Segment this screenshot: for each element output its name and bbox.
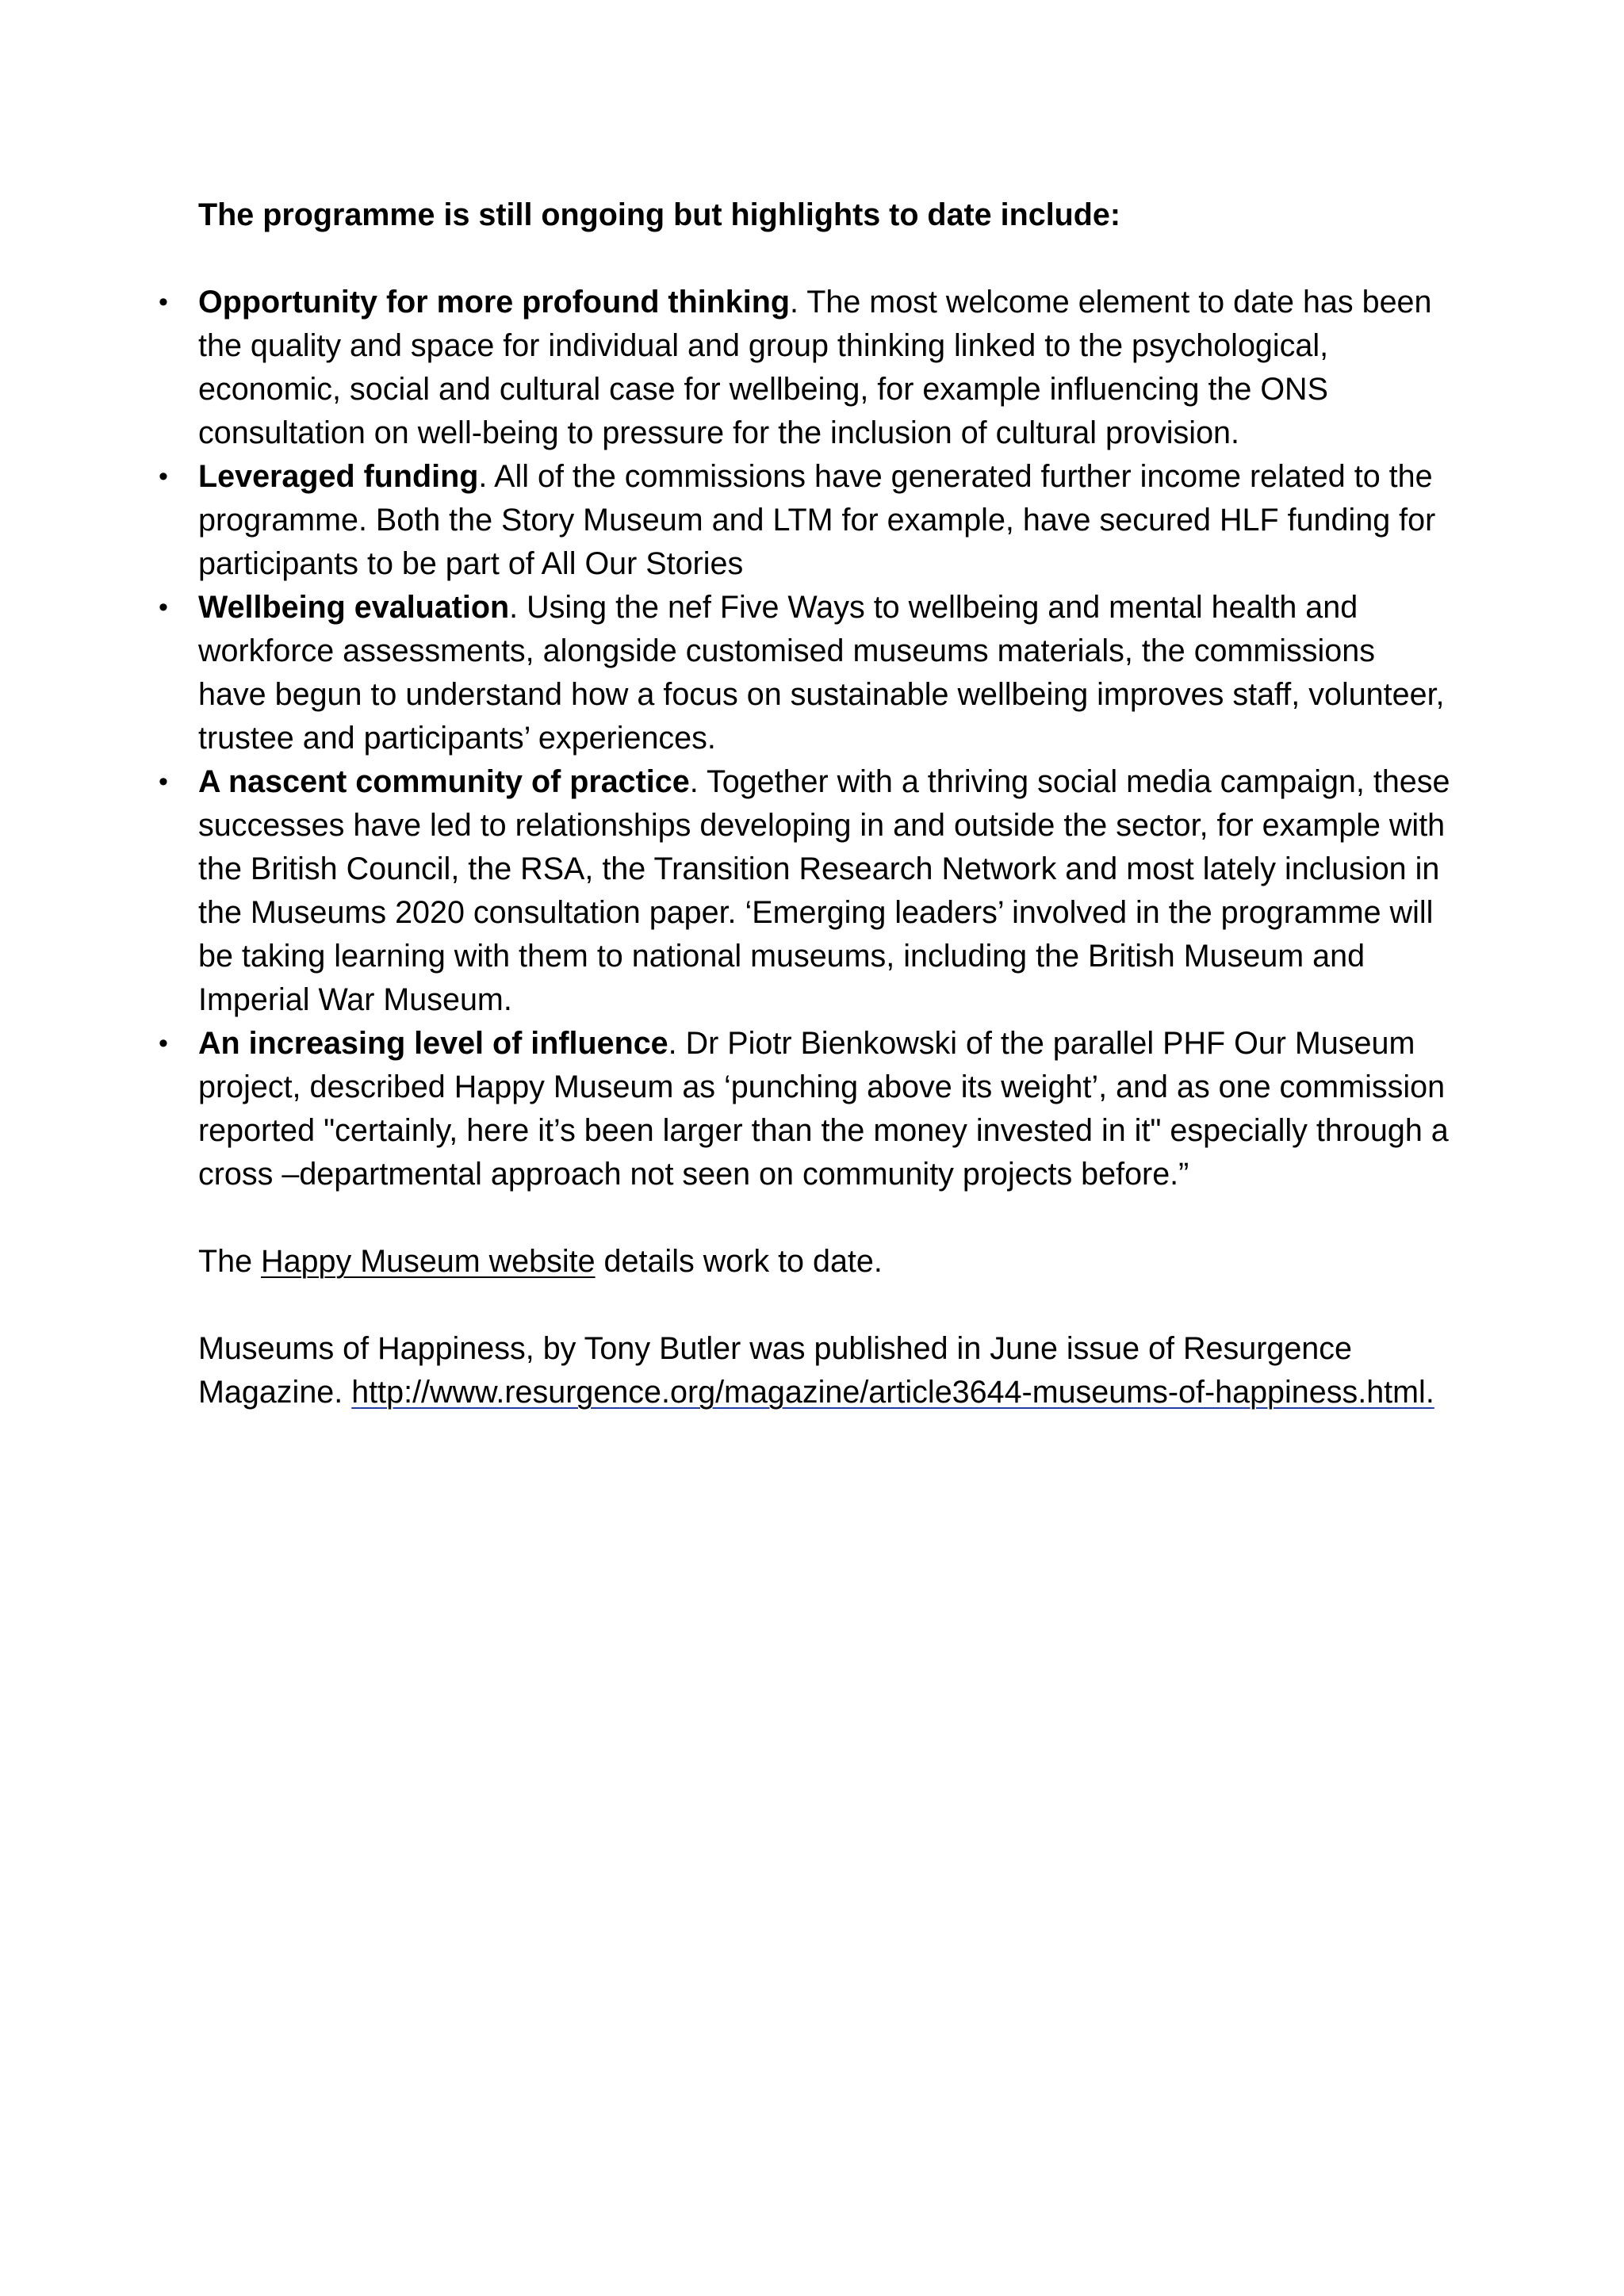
list-item bbox=[159, 586, 1451, 760]
item-lead: Opportunity for more profound thinking bbox=[198, 285, 791, 320]
website-prefix: The bbox=[198, 1244, 262, 1279]
bullet-icon: • bbox=[159, 1028, 168, 1058]
highlights-list bbox=[159, 281, 1451, 1196]
item-text: . Using the nef Five Ways to wellbeing and mental health and workforce assessments, alongside customised museums materials, the commissions have begun to understand how a focus on sustainable wellbeing improves staff, volunteer, trustee and participants’ experiences. bbox=[198, 590, 1445, 756]
intro-heading: The programme is still ongoing but highlights to date include: bbox=[198, 197, 1121, 232]
item-lead: Wellbeing evaluation bbox=[198, 590, 510, 625]
list-item bbox=[159, 1022, 1451, 1196]
item-text: . All of the commissions have generated further income related to the programme. Both the Story Museum and LTM for example, have secured HLF funding for participants to be part of All Our Stories bbox=[198, 459, 1436, 581]
article-paragraph bbox=[198, 1327, 1451, 1414]
resurgence-article-link[interactable]: http://www.resurgence.org/magazine/article3644-museums-of-happiness.html. bbox=[351, 1375, 1434, 1410]
item-lead: Leveraged funding bbox=[198, 459, 479, 494]
item-text: . The most welcome element to date has been the quality and space for individual and group thinking linked to the psychological, economic, social and cultural case for wellbeing, for example influencing the ONS consultation on well-being to pressure for the inclusion of cultural provision. bbox=[198, 285, 1432, 450]
bullet-icon: • bbox=[159, 592, 168, 622]
spacer bbox=[198, 237, 1451, 281]
item-text: . Together with a thriving social media campaign, these successes have led to relationships developing in and outside the sector, for example with the British Council, the RSA, the Transition Research Network and most lately inclusion in the Museums 2020 consultation paper. ‘Emerging leaders’ involved in the programme will be taking learning with them to national museums, including the British Museum and Imperial War Museum. bbox=[198, 764, 1450, 1017]
bullet-icon: • bbox=[159, 767, 168, 797]
bullet-icon: • bbox=[159, 287, 168, 317]
list-item bbox=[159, 281, 1451, 455]
article-text: Museums of Happiness, by Tony Butler was published in June issue of Resurgence Magazine. bbox=[198, 1331, 1352, 1410]
list-item bbox=[159, 455, 1451, 586]
item-lead: An increasing level of influence bbox=[198, 1026, 668, 1061]
document-body bbox=[159, 193, 1451, 1414]
spacer bbox=[198, 1284, 1451, 1327]
website-paragraph bbox=[198, 1240, 1451, 1284]
list-item bbox=[159, 760, 1451, 1022]
item-lead: A nascent community of practice bbox=[198, 764, 690, 799]
website-suffix: details work to date. bbox=[595, 1244, 883, 1279]
spacer bbox=[198, 1196, 1451, 1240]
bullet-icon: • bbox=[159, 461, 168, 492]
item-text: . Dr Piotr Bienkowski of the parallel PHF Our Museum project, described Happy Museum as ‘punching above its weight’, and as one commission reported "certainly, here it’s been larger than the money invested in it" especially through a cross –departmental approach not seen on community projects before.” bbox=[198, 1026, 1449, 1192]
happy-museum-website-link[interactable]: Happy Museum website bbox=[261, 1244, 596, 1279]
